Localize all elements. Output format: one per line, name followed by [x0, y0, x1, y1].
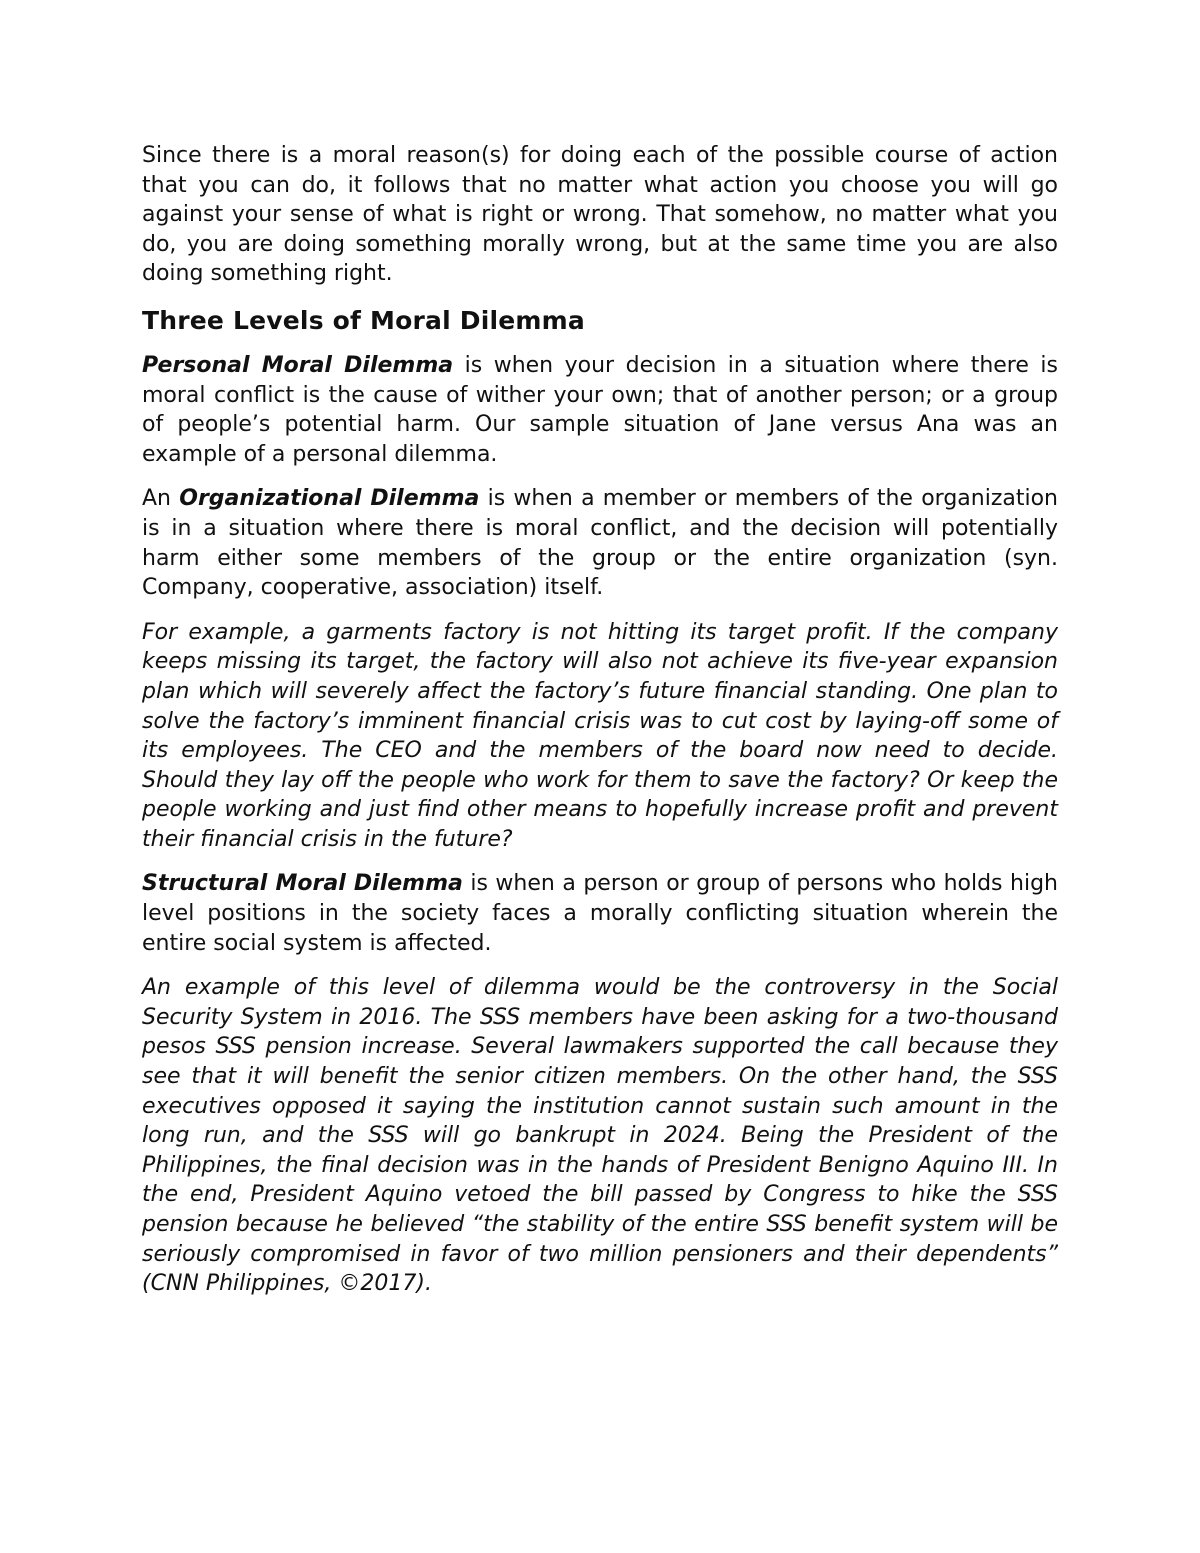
- section-heading: Three Levels of Moral Dilemma: [142, 305, 585, 335]
- organizational-dilemma-text: is when a member or members of the organization is in a situation where there is moral conflict, and the decision will potentially harm either some members of the group or the entire organization (syn. Company, cooperative, association) itself.: [142, 486, 1058, 601]
- document-page: [142, 141, 1058, 1314]
- personal-dilemma-paragraph: [142, 351, 1058, 469]
- organizational-example-paragraph: For example, a garments factory is not hitting its target profit. If the company keeps missing its target, the factory will also not achieve its five-year expansion plan which will severely affect the factory’s future financial standing. One plan to solve the factory’s imminent financial crisis was to cut cost by laying-off some of its employees. The CEO and the members of the board now need to decide. Should they lay off the people who work for them to save the factory? Or keep the people working and just find other means to hopefully increase profit and prevent their financial crisis in the future?: [142, 619, 1058, 852]
- intro-paragraph: Since there is a moral reason(s) for doing each of the possible course of action that you can do, it follows that no matter what action you choose you will go against your sense of what is right or wrong. That somehow, no matter what you do, you are doing something morally wrong, but at the same time you are also doing something right.: [142, 143, 1058, 287]
- organizational-dilemma-lead: An: [142, 486, 180, 512]
- organizational-dilemma-paragraph: [142, 484, 1058, 602]
- structural-dilemma-term: Structural Moral Dilemma: [142, 871, 463, 897]
- organizational-dilemma-term: Organizational Dilemma: [179, 486, 480, 512]
- structural-dilemma-paragraph: [142, 869, 1058, 958]
- structural-dilemma-text: is when a person or group of persons who holds high level positions in the society faces a morally conflicting situation wherein the entire social system is affected.: [142, 871, 1058, 956]
- structural-example-paragraph: An example of this level of dilemma would be the controversy in the Social Security System in 2016. The SSS members have been asking for a two-thousand pesos SSS pension increase. Several lawmakers supported the call because they see that it will benefit the senior citizen members. On the other hand, the SSS executives opposed it saying the institution cannot sustain such amount in the long run, and the SSS will go bankrupt in 2024. Being the President of the Philippines, the final decision was in the hands of President Benigno Aquino III. In the end, President Aquino vetoed the bill passed by Congress to hike the SSS pension because he believed “the stability of the entire SSS benefit system will be seriously compromised in favor of two million pensioners and their dependents” (CNN Philippines, ©2017).: [142, 975, 1058, 1297]
- personal-dilemma-term: Personal Moral Dilemma: [142, 352, 454, 378]
- personal-dilemma-text: is when your decision in a situation where there is moral conflict is the cause of wither your own; that of another person; or a group of people’s potential harm. Our sample situation of Jane versus Ana was an example of a personal dilemma.: [142, 352, 1058, 467]
